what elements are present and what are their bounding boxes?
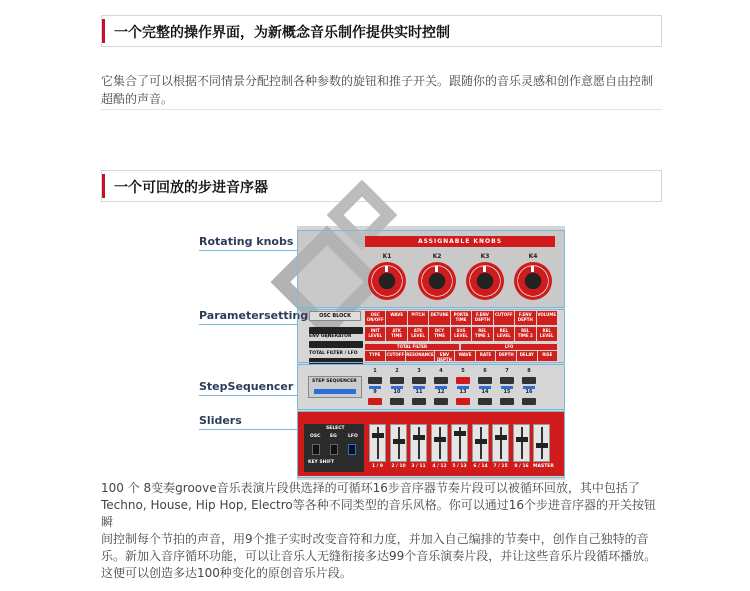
heading-text: 一个可回放的步进音序器 [114,180,268,196]
para-line: 超酷的声音。 [101,92,174,106]
para-line: 间控制每个节拍的声音，用9个推子实时改变音符和力度，并加入自己编排的节奏中，创作自己独特的音 [101,532,649,546]
fader-label: 1 / 9 [371,464,384,469]
divider [101,109,662,110]
callout-box-seq [297,364,565,410]
step-number: 10 [393,389,401,395]
select-osc: OSC [310,434,321,439]
select-lfo: LFO [348,434,358,439]
osc-block-label: OSC BLOCK [309,311,361,321]
heading-accent-bar [102,174,105,198]
callout-parametersetting: Parametersetting [199,309,309,322]
callout-line [199,250,297,251]
step-number: 11 [415,389,423,395]
env-generator-label: ENV GENERATOR [309,334,352,339]
param-row-2: INIT LEVEL ATK TIME ATK LEVEL DCY TIME SUS LEVEL REL TIME 1 REL LEVEL REL TIME 2 REL LEVEL [365,327,557,341]
knob-k2: K2 [418,262,456,300]
key-shift-label: KEY SHIFT [308,460,335,465]
total-filter-header: TOTAL FILTER [365,344,459,350]
callout-box-params [297,309,565,363]
step-number: 9 [373,389,377,395]
fader-label: MASTER [533,464,554,469]
lfo-header: LFO [461,344,557,350]
callout-line [199,395,297,396]
step-number: 2 [395,368,399,374]
callout-box-knobs [297,230,565,308]
step-number: 4 [439,368,443,374]
knob-k4: K4 [514,262,552,300]
param-row-1: OSC ON/OFF WAVE PITCH DETUNE PORTA TIME F.ENV DEPTH CUTOFF F.ENV DEPTH VOLUME [365,311,557,325]
callout-stepsequencer: StepSequencer [199,380,294,393]
step-number: 3 [417,368,421,374]
step-number: 8 [527,368,531,374]
step-number: 15 [503,389,511,395]
para-line: 这便可以创造多达100种变化的原创音乐片段。 [101,566,352,580]
fader-label: 3 / 11 [411,464,426,469]
step-number: 16 [525,389,533,395]
total-filter-lfo-label: TOTAL FILTER / LFO [309,351,358,356]
select-eg: EG [330,434,337,439]
param-row-3: TYPE CUTOFF RESONANCE ENV DEPTH WAVE RATE DEPTH DELAY RISE [365,351,557,361]
step-number: 14 [481,389,489,395]
fader-label: 7 / 15 [493,464,508,469]
step-number: 13 [459,389,467,395]
para-line: 乐。新加入音序循环功能，可以让音乐人无缝衔接多达99个音乐演奏片段，并让这些音乐片段循环播放。 [101,549,657,563]
knob-k3: K3 [466,262,504,300]
step-number: 6 [483,368,487,374]
fader-label: 6 / 14 [473,464,488,469]
fader-label: 2 / 10 [391,464,406,469]
section2-paragraph [101,480,662,582]
step-number: 12 [437,389,445,395]
section1-paragraph [101,72,662,108]
step-number: 5 [461,368,465,374]
callout-rotating-knobs: Rotating knobs [199,235,294,248]
step-number: 1 [373,368,377,374]
para-line: 100 个 8变奏groove音乐表演片段供选择的可循环16步音序器节奏片段可以被循环回放，其中包括了 [101,481,640,495]
assignable-knobs-label: ASSIGNABLE KNOBS [365,236,555,247]
fader-label: 5 / 13 [452,464,467,469]
callout-sliders: Sliders [199,414,242,427]
knob-k1: K1 [368,262,406,300]
fader-label: 8 / 16 [514,464,529,469]
para-line: Techno, House, Hip Hop, Electro等各种不同类型的音乐风格。你可以通过16个步进音序器的开关按钮瞬 [101,498,656,529]
select-label: SELECT [326,426,345,431]
section-heading-1 [101,15,662,47]
section-heading-2 [101,170,662,202]
para-line: 它集合了可以根据不同情景分配控制各种参数的旋钮和推子开关。跟随你的音乐灵感和创作意愿自由控制 [101,74,654,88]
heading-text: 一个完整的操作界面，为新概念音乐制作提供实时控制 [114,25,450,41]
step-sequencer-box: STEP SEQUENCER [308,376,362,398]
callout-box-sliders [297,411,565,478]
callout-line [199,429,297,430]
heading-accent-bar [102,19,105,43]
callout-line [199,324,297,325]
step-number: 7 [505,368,509,374]
fader-label: 4 / 12 [432,464,447,469]
